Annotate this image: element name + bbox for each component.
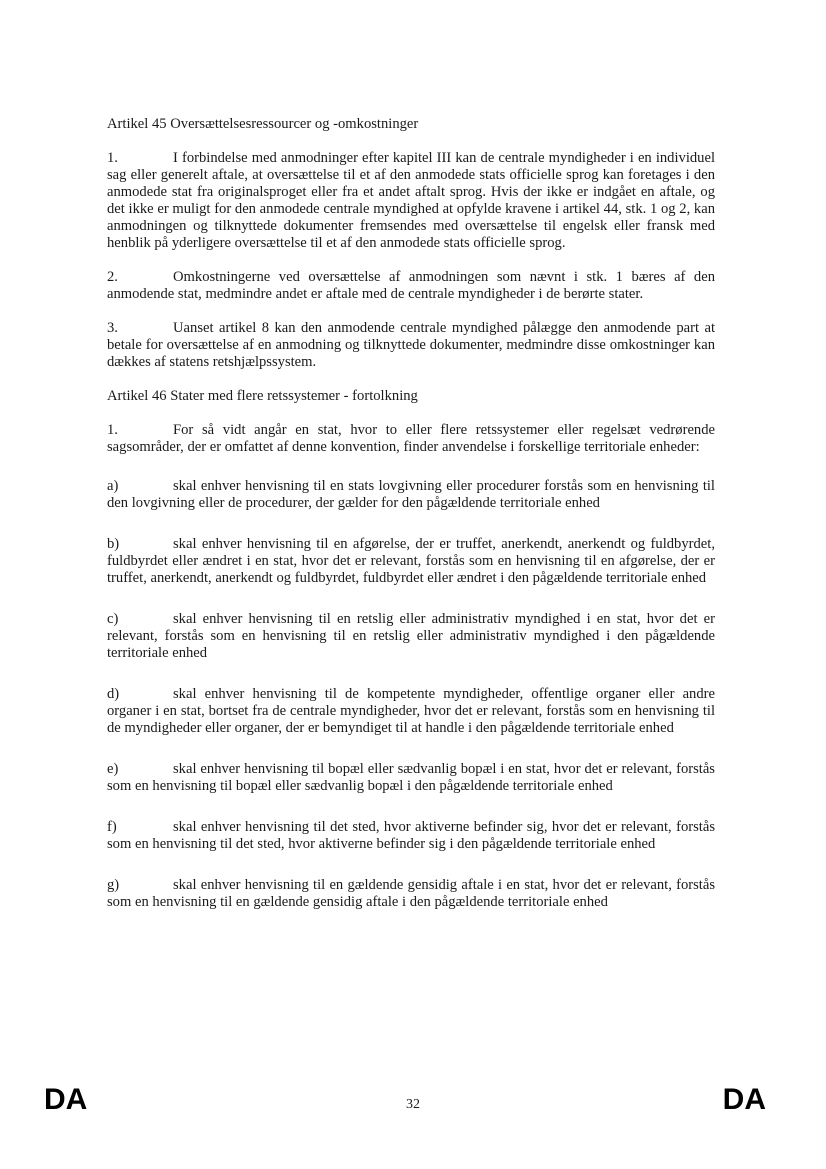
article-46-item-a xyxy=(107,478,715,512)
article-46-item-d xyxy=(107,686,715,737)
article-46-item-c xyxy=(107,611,715,662)
article-46-item-f xyxy=(107,819,715,853)
item-label: c) xyxy=(107,611,119,627)
para-number: 1. xyxy=(107,150,118,166)
article-46-item-e xyxy=(107,761,715,795)
para-number: 3. xyxy=(107,320,118,336)
article-45-heading: Artikel 45 Oversættelsesressourcer og -omkostninger xyxy=(107,116,419,132)
para-number: 2. xyxy=(107,269,118,285)
para-text: For så vidt angår en stat, hvor to eller flere retssystemer eller regelsæt vedrørende sagsområder, der er omfattet af denne konvention, finder anvendelse i forskellige territoriale enheder: xyxy=(107,422,715,455)
article-45-para-2 xyxy=(107,269,715,303)
item-label: e) xyxy=(107,761,119,777)
item-label: g) xyxy=(107,877,120,893)
para-number: 1. xyxy=(107,422,118,438)
language-code-left: DA xyxy=(44,1083,88,1116)
item-label: a) xyxy=(107,478,119,494)
article-46-item-b xyxy=(107,536,715,587)
page-number: 32 xyxy=(406,1097,420,1112)
para-text: I forbindelse med anmodninger efter kapitel III kan de centrale myndigheder i en individuel sag eller generelt aftale, at oversættelse til et af den anmodede stats officielle sprog kan foretages i den anmodede stat fra originalsproget eller fra et andet aftalt sprog. Hvis der ikke er indgået en aftale, og det ikke er muligt for den anmodede centrale myndighed at opfylde kravene i artikel 44, stk. 1 og 2, kan anmodningen og tilknyttede dokumenter fremsendes med oversættelse til engelsk eller fransk med henblik på yderligere oversættelse til et af den anmodede stats officielle sprog. xyxy=(107,150,715,251)
item-label: d) xyxy=(107,686,120,702)
item-text: skal enhver henvisning til en stats lovgivning eller procedurer forstås som en henvisning til den lovgivning eller de procedurer, der gælder for den pågældende territoriale enhed xyxy=(107,478,715,511)
language-code-right: DA xyxy=(722,1083,766,1116)
item-text: skal enhver henvisning til bopæl eller sædvanlig bopæl i en stat, hvor det er relevant, forstås som en henvisning til bopæl eller sædvanlig bopæl i den pågældende territoriale enhed xyxy=(107,761,715,794)
item-label: b) xyxy=(107,536,120,552)
article-46-heading: Artikel 46 Stater med flere retssystemer - fortolkning xyxy=(107,388,418,404)
article-46-item-g xyxy=(107,877,715,911)
item-text: skal enhver henvisning til det sted, hvor aktiverne befinder sig, hvor det er relevant, forstås som en henvisning til det sted, hvor aktiverne befinder sig i den pågældende territoriale enhed xyxy=(107,819,715,852)
article-46-para-1 xyxy=(107,422,715,456)
article-45-para-3 xyxy=(107,320,715,371)
para-text: Omkostningerne ved oversættelse af anmodningen som nævnt i stk. 1 bæres af den anmodende stat, medmindre andet er aftale med de centrale myndigheder i de berørte stater. xyxy=(107,269,715,302)
item-text: skal enhver henvisning til en gældende gensidig aftale i en stat, hvor det er relevant, forstås som en henvisning til en gældende gensidig aftale i den pågældende territoriale enhed xyxy=(107,877,715,910)
para-text: Uanset artikel 8 kan den anmodende centrale myndighed pålægge den anmodende part at betale for oversættelse af en anmodning og tilknyttede dokumenter, medmindre disse omkostninger kan dækkes af statens retshjælpssystem. xyxy=(107,320,715,370)
item-text: skal enhver henvisning til de kompetente myndigheder, offentlige organer eller andre organer i en stat, bortset fra de centrale myndigheder, hvor det er relevant, forstås som en henvisning til de myndigheder eller organer, der er bemyndiget til at handle i den pågældende territoriale enhed xyxy=(107,686,715,736)
document-body xyxy=(107,116,715,935)
item-text: skal enhver henvisning til en afgørelse, der er truffet, anerkendt, anerkendt og fuldbyrdet, fuldbyrdet eller ændret i en stat, hvor det er relevant, forstås som en henvisning til en afgørelse, der er truffet, anerkendt, anerkendt og fuldbyrdet, fuldbyrdet eller ændret i den pågældende territoriale enhed xyxy=(107,536,715,586)
item-text: skal enhver henvisning til en retslig eller administrativ myndighed i en stat, hvor det er relevant, forstås som en henvisning til en retslig eller administrativ myndighed i den pågældende territoriale enhed xyxy=(107,611,715,661)
article-45-para-1 xyxy=(107,150,715,252)
item-label: f) xyxy=(107,819,117,835)
